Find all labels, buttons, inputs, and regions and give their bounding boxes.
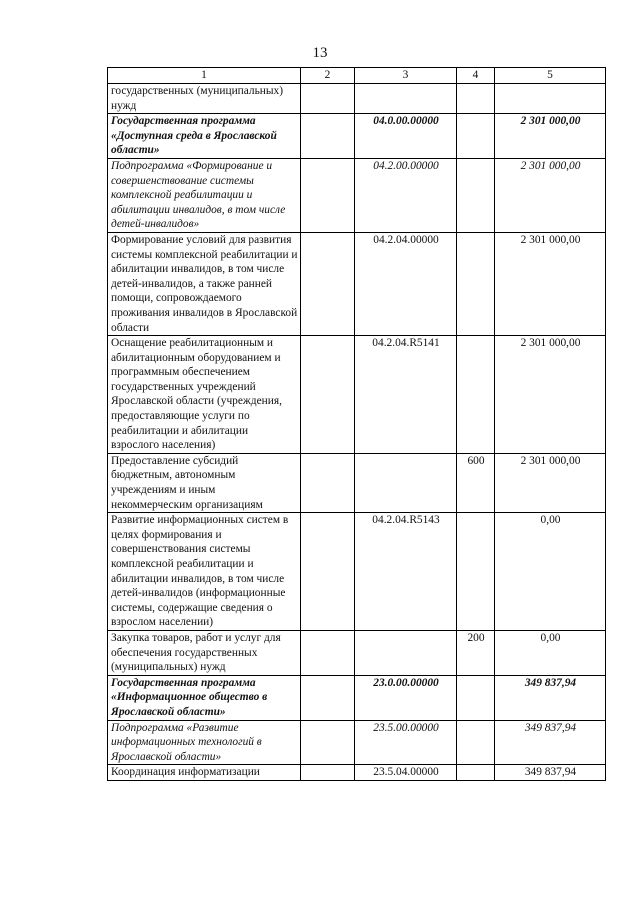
row-col2-cell xyxy=(301,630,355,675)
row-name-cell: Государственная программа «Информационное общество в Ярославской области» xyxy=(108,675,301,720)
row-col2-cell xyxy=(301,675,355,720)
row-kind-cell xyxy=(457,158,495,232)
row-kind-cell: 600 xyxy=(457,453,495,512)
row-sum-cell: 349 837,94 xyxy=(495,675,606,720)
row-code-cell xyxy=(355,630,457,675)
row-col2-cell xyxy=(301,84,355,114)
row-code-cell: 04.2.04.00000 xyxy=(355,232,457,335)
table-row xyxy=(108,232,606,335)
table-row xyxy=(108,84,606,114)
row-kind-cell xyxy=(457,336,495,454)
row-kind-cell xyxy=(457,84,495,114)
row-kind-cell xyxy=(457,513,495,631)
row-sum-cell: 2 301 000,00 xyxy=(495,114,606,159)
row-name-cell: Координация информатизации xyxy=(108,765,301,781)
row-name-cell: Государственная программа «Доступная среда в Ярославской области» xyxy=(108,114,301,159)
row-kind-cell xyxy=(457,720,495,765)
header-col-3: 3 xyxy=(355,68,457,84)
row-code-cell: 23.5.00.00000 xyxy=(355,720,457,765)
row-col2-cell xyxy=(301,453,355,512)
header-col-2: 2 xyxy=(301,68,355,84)
row-col2-cell xyxy=(301,765,355,781)
row-sum-cell: 2 301 000,00 xyxy=(495,158,606,232)
row-sum-cell: 2 301 000,00 xyxy=(495,453,606,512)
row-sum-cell: 349 837,94 xyxy=(495,765,606,781)
table-row xyxy=(108,765,606,781)
row-code-cell: 23.5.04.00000 xyxy=(355,765,457,781)
row-name-cell: Развитие информационных систем в целях формирования и совершенствования системы комплексной реабилитации и абилитации инвалидов, в том числе детей-инвалидов (информационные системы, содержащие сведения о взрослом населении) xyxy=(108,513,301,631)
table-row xyxy=(108,336,606,454)
header-col-5: 5 xyxy=(495,68,606,84)
header-col-4: 4 xyxy=(457,68,495,84)
row-kind-cell: 200 xyxy=(457,630,495,675)
page-number: 13 xyxy=(312,45,328,61)
row-kind-cell xyxy=(457,114,495,159)
row-code-cell: 04.2.04.R5141 xyxy=(355,336,457,454)
table-row xyxy=(108,630,606,675)
row-code-cell xyxy=(355,453,457,512)
table-row xyxy=(108,513,606,631)
row-name-cell: Формирование условий для развития системы комплексной реабилитации и абилитации инвалидов, в том числе детей-инвалидов, а также ранней помощи, сопровождаемого проживания инвалидов в Ярославской области xyxy=(108,232,301,335)
table-row xyxy=(108,158,606,232)
row-kind-cell xyxy=(457,232,495,335)
row-col2-cell xyxy=(301,720,355,765)
row-col2-cell xyxy=(301,158,355,232)
row-name-cell: Подпрограмма «Развитие информационных технологий в Ярославской области» xyxy=(108,720,301,765)
row-name-cell: Закупка товаров, работ и услуг для обеспечения государственных (муниципальных) нужд xyxy=(108,630,301,675)
row-code-cell: 23.0.00.00000 xyxy=(355,675,457,720)
table-header-row xyxy=(108,68,606,84)
table-row xyxy=(108,720,606,765)
row-name-cell: государственных (муниципальных) нужд xyxy=(108,84,301,114)
row-name-cell: Оснащение реабилитационным и абилитационным оборудованием и программным обеспечением государственных учреждений Ярославской области (учреждения, предоставляющие услуги по реабилитации и абилитации взрослого населения) xyxy=(108,336,301,454)
row-name-cell: Предоставление субсидий бюджетным, автономным учреждениям и иным некоммерческим организациям xyxy=(108,453,301,512)
row-kind-cell xyxy=(457,675,495,720)
row-sum-cell xyxy=(495,84,606,114)
header-col-1: 1 xyxy=(108,68,301,84)
row-code-cell: 04.0.00.00000 xyxy=(355,114,457,159)
row-col2-cell xyxy=(301,232,355,335)
row-code-cell: 04.2.00.00000 xyxy=(355,158,457,232)
row-sum-cell: 2 301 000,00 xyxy=(495,336,606,454)
row-sum-cell: 349 837,94 xyxy=(495,720,606,765)
row-sum-cell: 0,00 xyxy=(495,513,606,631)
table-row xyxy=(108,453,606,512)
table-row xyxy=(108,114,606,159)
row-code-cell: 04.2.04.R5143 xyxy=(355,513,457,631)
row-sum-cell: 0,00 xyxy=(495,630,606,675)
row-code-cell xyxy=(355,84,457,114)
row-sum-cell: 2 301 000,00 xyxy=(495,232,606,335)
row-kind-cell xyxy=(457,765,495,781)
row-col2-cell xyxy=(301,513,355,631)
budget-table xyxy=(107,67,606,781)
table-row xyxy=(108,675,606,720)
row-col2-cell xyxy=(301,336,355,454)
row-name-cell: Подпрограмма «Формирование и совершенствование системы комплексной реабилитации и абилитации инвалидов, в том числе детей-инвалидов» xyxy=(108,158,301,232)
row-col2-cell xyxy=(301,114,355,159)
